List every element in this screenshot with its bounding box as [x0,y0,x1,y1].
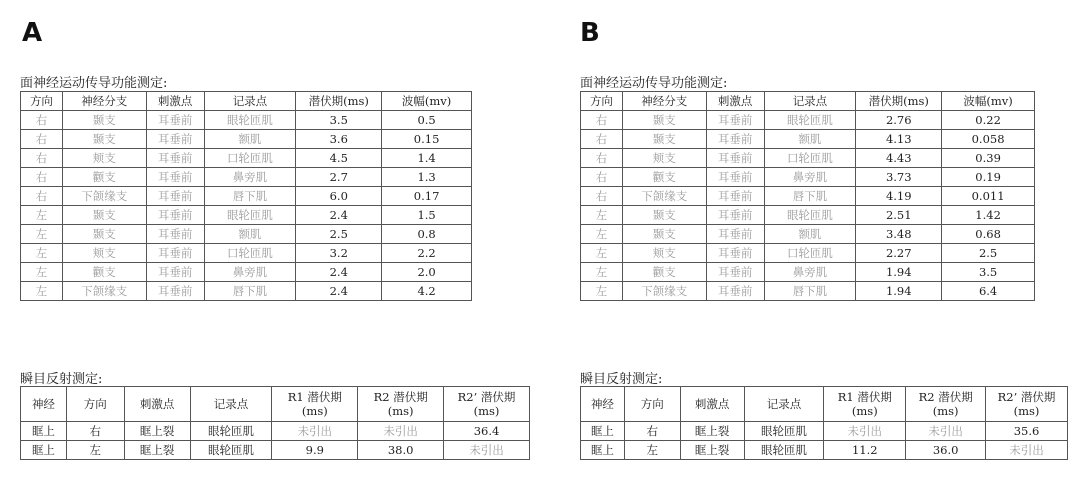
table-cell: 3.5 [296,111,382,130]
table-cell: 35.6 [986,422,1068,441]
table-cell: 眼轮匝肌 [744,422,824,441]
table-cell: 眼轮匝肌 [744,441,824,460]
table-row [21,149,472,168]
table-cell: 下颌缘支 [62,282,146,301]
table-cell: 颊支 [622,149,706,168]
table-cell: 颧支 [622,168,706,187]
table-cell: 0.68 [942,225,1035,244]
header-cell: 潜伏期(ms) [856,92,942,111]
header-cell: 记录点 [764,92,856,111]
header-cell: 方向 [581,92,623,111]
table-cell: 眶上裂 [680,422,744,441]
table-cell: 耳垂前 [146,187,204,206]
header-cell: 记录点 [204,92,296,111]
table-cell: 颊支 [62,244,146,263]
table-cell: 耳垂前 [146,244,204,263]
table-cell: 左 [21,206,63,225]
conduction-title-b: 面神经运动传导功能测定: [580,76,728,91]
table-cell: 唇下肌 [764,282,856,301]
table-cell: 鼻旁肌 [764,168,856,187]
table-row [581,282,1035,301]
table-cell: 下颌缘支 [622,282,706,301]
table-cell: 眼轮匝肌 [190,441,272,460]
table-cell: 耳垂前 [146,130,204,149]
table-cell: 4.43 [856,149,942,168]
header-cell: 刺激点 [146,92,204,111]
table-cell: 耳垂前 [706,225,764,244]
table-cell: 右 [581,187,623,206]
table-cell: 额肌 [764,130,856,149]
header-label: 方向 [640,397,664,411]
table-cell: 鼻旁肌 [204,263,296,282]
table-cell: 耳垂前 [706,244,764,263]
reflex-title-b: 瞬目反射测定: [580,372,663,387]
table-cell: 4.5 [296,149,382,168]
table-cell: 右 [581,168,623,187]
table-row [581,206,1035,225]
header-cell [66,387,124,422]
table-cell: 0.39 [942,149,1035,168]
reflex-title-a: 瞬目反射测定: [20,372,103,387]
table-cell: 2.4 [296,206,382,225]
header-cell: 神经分支 [62,92,146,111]
table-cell: 未引出 [986,441,1068,460]
table-cell: 0.5 [382,111,472,130]
table-cell: 口轮匝肌 [764,149,856,168]
header-label: R2’ 潜伏期 [457,390,516,404]
table-cell: 3.73 [856,168,942,187]
table-cell: 眶上 [21,441,67,460]
table-cell: 右 [66,422,124,441]
table-cell: 0.19 [942,168,1035,187]
table-cell: 2.5 [942,244,1035,263]
table-cell: 颊支 [622,244,706,263]
table-row [21,206,472,225]
table-cell: 耳垂前 [706,149,764,168]
table-cell: 耳垂前 [706,263,764,282]
header-label: 记录点 [766,397,802,411]
table-cell: 右 [21,168,63,187]
table-cell: 耳垂前 [706,206,764,225]
table-cell: 耳垂前 [706,130,764,149]
table-cell: 眼轮匝肌 [764,206,856,225]
table-cell: 颞支 [622,225,706,244]
header-unit: (ms) [301,404,328,418]
table-cell: 38.0 [358,441,444,460]
header-label: 神经 [590,397,614,411]
table-cell: 左 [21,263,63,282]
table-cell: 唇下肌 [764,187,856,206]
table-row [21,244,472,263]
table-cell: 1.4 [382,149,472,168]
table-cell: 1.3 [382,168,472,187]
table-cell: 耳垂前 [706,111,764,130]
table-cell: 左 [21,282,63,301]
header-unit: (ms) [1013,404,1040,418]
header-unit: (ms) [932,404,959,418]
table-cell: 眶上裂 [124,422,190,441]
table-cell: 耳垂前 [146,168,204,187]
header-unit: (ms) [473,404,500,418]
table-cell: 右 [581,149,623,168]
table-cell: 额肌 [764,225,856,244]
header-label: 刺激点 [139,397,175,411]
table-cell: 眶上裂 [124,441,190,460]
table-cell: 颞支 [62,225,146,244]
table-cell: 口轮匝肌 [764,244,856,263]
table-cell: 未引出 [906,422,986,441]
table-cell: 左 [581,263,623,282]
table-cell: 耳垂前 [146,263,204,282]
table-row [581,225,1035,244]
header-cell [581,387,625,422]
header-cell [124,387,190,422]
table-row [21,168,472,187]
table-cell: 未引出 [272,422,358,441]
table-cell: 颞支 [622,206,706,225]
table-cell: 3.48 [856,225,942,244]
table-cell: 2.2 [382,244,472,263]
table-cell: 0.058 [942,130,1035,149]
table-row [581,130,1035,149]
reflex-table-b [580,386,1068,460]
table-cell: 眶上裂 [680,441,744,460]
table-cell: 4.19 [856,187,942,206]
table-row [581,187,1035,206]
table-cell: 耳垂前 [146,282,204,301]
header-cell [272,387,358,422]
table-cell: 右 [21,111,63,130]
table-cell: 左 [581,282,623,301]
header-label: R2 潜伏期 [918,390,973,404]
table-row [581,111,1035,130]
table-cell: 耳垂前 [146,225,204,244]
table-cell: 下颌缘支 [622,187,706,206]
table-cell: 口轮匝肌 [204,244,296,263]
table-cell: 下颌缘支 [62,187,146,206]
table-cell: 眼轮匝肌 [204,206,296,225]
table-cell: 未引出 [444,441,530,460]
table-header-row [581,387,1068,422]
table-cell: 耳垂前 [706,168,764,187]
table-row [21,263,472,282]
table-cell: 4.13 [856,130,942,149]
header-cell: 神经分支 [622,92,706,111]
table-cell: 左 [581,244,623,263]
table-row [581,244,1035,263]
table-row [21,130,472,149]
table-cell: 颞支 [622,111,706,130]
table-cell: 36.4 [444,422,530,441]
table-cell: 颞支 [62,111,146,130]
header-cell [680,387,744,422]
table-cell: 右 [581,130,623,149]
table-cell: 未引出 [358,422,444,441]
table-cell: 颞支 [62,206,146,225]
header-cell: 波幅(mv) [942,92,1035,111]
table-cell: 0.8 [382,225,472,244]
table-cell: 0.22 [942,111,1035,130]
table-cell: 眶上 [21,422,67,441]
header-cell [744,387,824,422]
header-label: R1 潜伏期 [837,390,892,404]
table-cell: 耳垂前 [146,149,204,168]
table-cell: 4.2 [382,282,472,301]
header-cell: 方向 [21,92,63,111]
header-cell: 刺激点 [706,92,764,111]
header-label: 方向 [83,397,107,411]
header-label: R1 潜伏期 [287,390,342,404]
header-cell [986,387,1068,422]
table-cell: 眶上 [581,422,625,441]
table-cell: 2.7 [296,168,382,187]
header-cell [21,387,67,422]
table-cell: 未引出 [824,422,906,441]
table-row [581,168,1035,187]
table-cell: 36.0 [906,441,986,460]
table-cell: 额肌 [204,130,296,149]
table-cell: 颊支 [62,149,146,168]
header-label: 刺激点 [694,397,730,411]
table-row [21,422,530,441]
table-row [581,441,1068,460]
table-cell: 3.2 [296,244,382,263]
header-unit: (ms) [851,404,878,418]
table-cell: 耳垂前 [146,206,204,225]
table-row [581,149,1035,168]
table-cell: 鼻旁肌 [204,168,296,187]
header-cell [190,387,272,422]
table-cell: 3.6 [296,130,382,149]
table-cell: 眶上 [581,441,625,460]
table-cell: 1.42 [942,206,1035,225]
table-cell: 颞支 [622,130,706,149]
table-cell: 6.4 [942,282,1035,301]
table-header-row [581,92,1035,111]
header-cell [906,387,986,422]
table-cell: 颧支 [62,168,146,187]
table-header-row [21,387,530,422]
table-cell: 左 [624,441,680,460]
table-cell: 颧支 [62,263,146,282]
panel-label-a: A [22,18,43,48]
table-cell: 眼轮匝肌 [764,111,856,130]
table-cell: 左 [21,225,63,244]
table-cell: 唇下肌 [204,187,296,206]
table-cell: 1.94 [856,282,942,301]
table-cell: 左 [581,225,623,244]
table-cell: 眼轮匝肌 [204,111,296,130]
table-cell: 耳垂前 [706,187,764,206]
table-cell: 右 [21,187,63,206]
conduction-table-b [580,91,1035,301]
table-cell: 鼻旁肌 [764,263,856,282]
table-cell: 左 [66,441,124,460]
reflex-table-a [20,386,530,460]
table-cell: 2.0 [382,263,472,282]
table-cell: 2.4 [296,263,382,282]
table-cell: 2.76 [856,111,942,130]
table-cell: 6.0 [296,187,382,206]
table-cell: 耳垂前 [706,282,764,301]
table-row [21,282,472,301]
table-cell: 眼轮匝肌 [190,422,272,441]
table-cell: 1.5 [382,206,472,225]
table-cell: 口轮匝肌 [204,149,296,168]
table-cell: 额肌 [204,225,296,244]
panel-label-b: B [580,18,600,48]
header-label: 神经 [31,397,55,411]
conduction-title-a: 面神经运动传导功能测定: [20,76,168,91]
header-cell: 潜伏期(ms) [296,92,382,111]
header-cell: 波幅(mv) [382,92,472,111]
table-cell: 2.5 [296,225,382,244]
table-cell: 颞支 [62,130,146,149]
table-cell: 2.4 [296,282,382,301]
table-cell: 右 [581,111,623,130]
table-row [21,187,472,206]
table-cell: 11.2 [824,441,906,460]
table-cell: 9.9 [272,441,358,460]
table-cell: 右 [21,130,63,149]
table-row [21,111,472,130]
table-row [581,422,1068,441]
table-cell: 颧支 [622,263,706,282]
header-cell [824,387,906,422]
table-cell: 3.5 [942,263,1035,282]
table-cell: 1.94 [856,263,942,282]
header-unit: (ms) [387,404,414,418]
header-cell [358,387,444,422]
table-cell: 左 [21,244,63,263]
header-label: 记录点 [213,397,249,411]
table-row [21,225,472,244]
table-header-row [21,92,472,111]
table-cell: 0.15 [382,130,472,149]
table-cell: 0.011 [942,187,1035,206]
table-cell: 2.27 [856,244,942,263]
header-cell [444,387,530,422]
table-cell: 右 [624,422,680,441]
header-label: R2’ 潜伏期 [997,390,1056,404]
header-cell [624,387,680,422]
table-cell: 0.17 [382,187,472,206]
table-row [21,441,530,460]
table-cell: 右 [21,149,63,168]
table-cell: 唇下肌 [204,282,296,301]
conduction-table-a [20,91,472,301]
table-cell: 左 [581,206,623,225]
table-cell: 耳垂前 [146,111,204,130]
table-cell: 2.51 [856,206,942,225]
table-row [581,263,1035,282]
header-label: R2 潜伏期 [373,390,428,404]
